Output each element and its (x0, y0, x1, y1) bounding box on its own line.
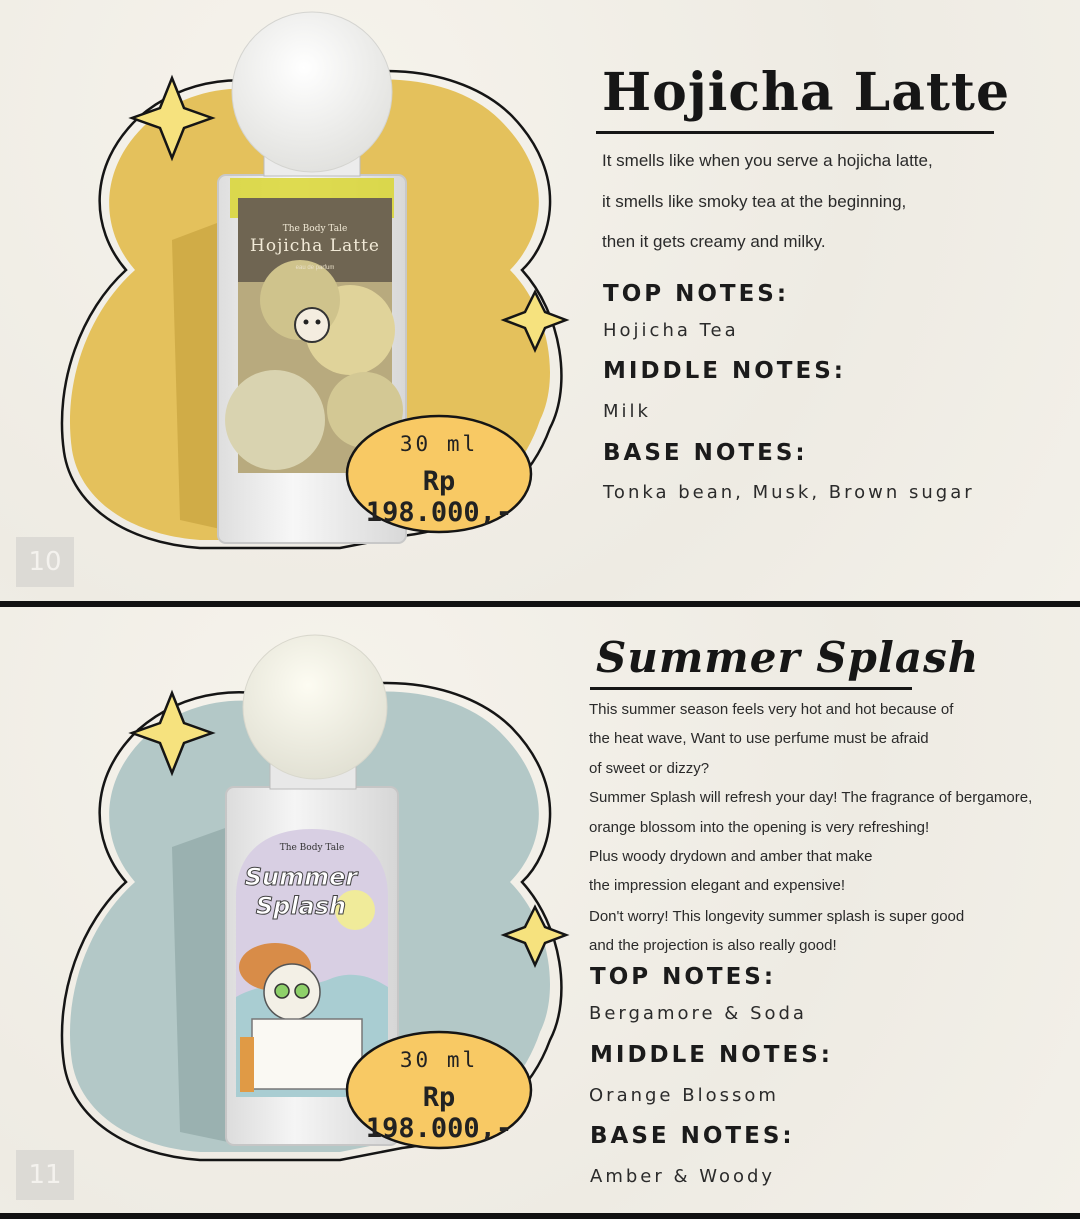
bottle-brand: The Body Tale (279, 843, 345, 853)
top-notes-heading: TOP NOTES: (590, 964, 777, 990)
description-line: Plus woody drydown and amber that make (589, 848, 873, 865)
price-volume: 30 ml (399, 1048, 479, 1072)
product-title: Hojicha Latte (602, 62, 1011, 123)
bottle-brand: The Body Tale (282, 224, 348, 234)
bottle-sub: eau de parfum (295, 265, 335, 271)
price-volume: 30 ml (399, 432, 479, 456)
product-panel-summer-splash (0, 607, 1080, 1213)
bottle-label: Hojicha Latte (250, 236, 380, 256)
description-line: This summer season feels very hot and hot because of (589, 701, 954, 718)
middle-notes-heading: MIDDLE NOTES: (590, 1042, 833, 1068)
description-line: the heat wave, Want to use perfume must be afraid (589, 730, 929, 747)
description-line: then it gets creamy and milky. (602, 232, 826, 251)
price-badge (344, 414, 534, 534)
top-notes-value: Bergamore & Soda (589, 1003, 807, 1024)
description-line: of sweet or dizzy? (589, 760, 710, 777)
base-notes-value: Tonka bean, Musk, Brown sugar (603, 482, 975, 503)
top-notes-value: Hojicha Tea (603, 320, 739, 341)
description-line: it smells like smoky tea at the beginning, (602, 192, 907, 211)
description-line: Don't worry! This longevity summer splash is super good (589, 908, 965, 925)
panel-divider (0, 1213, 1080, 1219)
page-number: 11 (16, 1150, 74, 1200)
base-notes-heading: BASE NOTES: (590, 1123, 795, 1149)
base-notes-heading: BASE NOTES: (603, 440, 808, 466)
title-underline (590, 687, 912, 690)
page-number: 10 (16, 537, 74, 587)
base-notes-value: Amber & Woody (590, 1166, 776, 1187)
middle-notes-value: Orange Blossom (589, 1085, 779, 1106)
top-notes-heading: TOP NOTES: (603, 281, 790, 307)
price-amount: Rp 198.000,- (365, 1082, 513, 1144)
bottle-label-line-2: Splash (255, 892, 347, 920)
description-line: It smells like when you serve a hojicha latte, (602, 151, 933, 170)
title-underline (596, 131, 994, 134)
description-line: the impression elegant and expensive! (589, 877, 845, 894)
middle-notes-heading: MIDDLE NOTES: (603, 358, 846, 384)
product-title: Summer Splash (596, 633, 980, 682)
price-badge (344, 1030, 534, 1150)
bottle-label-line-1: Summer (244, 863, 358, 891)
description-line: orange blossom into the opening is very refreshing! (589, 819, 930, 836)
price-amount: Rp 198.000,- (365, 466, 513, 528)
middle-notes-value: Milk (603, 401, 651, 422)
description-line: Summer Splash will refresh your day! The fragrance of bergamore, (589, 789, 1033, 806)
product-panel-hojicha (0, 0, 1080, 601)
description-line: and the projection is also really good! (589, 937, 837, 954)
